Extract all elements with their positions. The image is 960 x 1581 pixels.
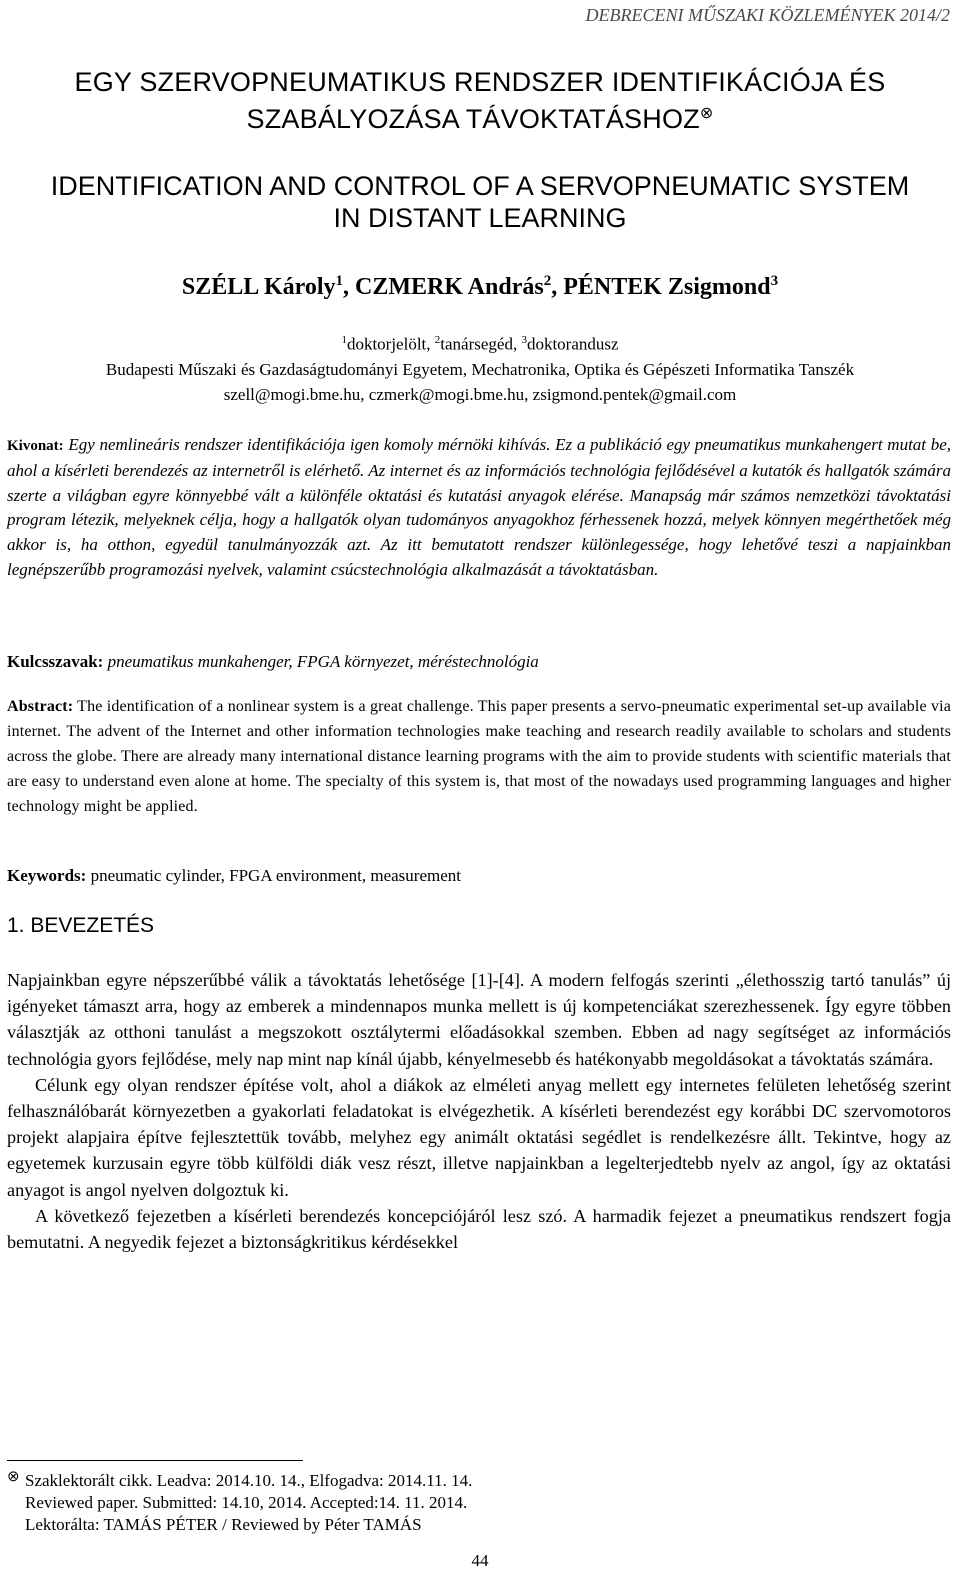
title-hungarian bbox=[0, 66, 960, 135]
keywords-hu-label: Kulcsszavak: bbox=[7, 652, 104, 671]
keywords-hungarian bbox=[7, 650, 951, 674]
keywords-english bbox=[7, 864, 951, 888]
abstract-english bbox=[7, 695, 951, 820]
abstract-hungarian bbox=[7, 433, 951, 583]
author-sup: 2 bbox=[543, 273, 552, 289]
affiliation-block bbox=[0, 328, 960, 407]
abstract-en-label: Abstract: bbox=[7, 698, 74, 715]
institution: Budapesti Műszaki és Gazdaságtudományi Egyetem, Mechatronika, Optika és Gépészeti Informatika Tanszék bbox=[105, 359, 855, 379]
author-roles bbox=[0, 328, 960, 357]
author-sup: 1 bbox=[335, 273, 343, 289]
footnote-symbol-icon: ⊗ bbox=[7, 1469, 20, 1485]
title-hu-line2 bbox=[0, 98, 960, 135]
title-en-line1: IDENTIFICATION AND CONTROL OF A SERVOPNEUMATIC SYSTEM bbox=[50, 171, 910, 201]
paragraph: A következő fejezetben a kísérleti berendezés koncepciójáról lesz szó. A harmadik fejezet a pneumatikus rendszert fogja bemutatni. A negyedik fejezet a biztonságkritikus kérdésekkel bbox=[7, 1205, 951, 1253]
footnote-line: Reviewed paper. Submitted: 14.10, 2014. Accepted:14. 11. 2014. bbox=[25, 1493, 468, 1512]
paragraph: Napjainkban egyre népszerűbbé válik a távoktatás lehetősége [1]-[4]. A modern felfogás szerinti „élethosszig tartó tanulás” új igényeket támaszt arra, hogy az emberek a mindennapos munka mellett is új kompetenciákat szerezhessenek. Így egyre többen választják az otthoni tanulást a megszokott osztálytermi előadásokkal szemben. Ebben ad nagy segítséget az információs technológia gyors fejlődése, mely nap mint nap kínál újabb, kényelmesebb és hatékonyabb megoldásokat a távoktatás számára. bbox=[7, 970, 951, 1069]
title-english bbox=[0, 170, 960, 234]
author-name: CZMERK András bbox=[355, 274, 544, 300]
footnote-text: Szaklektorált cikk. Leadva: 2014.10. 14., Elfogadva: 2014.11. 14. bbox=[25, 1471, 473, 1490]
journal-header: DEBRECENI MŰSZAKI KÖZLEMÉNYEK 2014/2 bbox=[585, 5, 950, 25]
keywords-en-text: pneumatic cylinder, FPGA environment, measurement bbox=[86, 866, 461, 885]
footnote-mark-icon: ⊗ bbox=[699, 105, 714, 122]
author-sup: 3 bbox=[770, 273, 779, 289]
keywords-en-label: Keywords: bbox=[7, 866, 87, 885]
footnote-line: Lektorálta: TAMÁS PÉTER / Reviewed by Péter TAMÁS bbox=[25, 1515, 422, 1534]
role-sup: 3 bbox=[521, 334, 527, 346]
footnote bbox=[7, 1470, 472, 1536]
paragraph: Célunk egy olyan rendszer építése volt, ahol a diákok az elméleti anyag mellett egy internetes felületen lehetőség szerint felhasználóbarát környezetben a gyakorlati feladatokat is elvégezhetik. A kísérleti berendezést egy korábbi DC szervomotoros projekt alapjaira építve fejlesztettük tovább, melyhez egy animált oktatási segédlet is rendelkezésre állt. Tekintve, hogy az egyetemek kurzusain egyre több külföldi diák vesz részt, illetve napjainkban a legelterjedtebb nyelv az angol, így az oktatási anyagot is angol nyelven dolgoztuk ki. bbox=[7, 1074, 951, 1200]
author-name: SZÉLL Károly bbox=[181, 274, 336, 300]
abstract-en-text: The identification of a nonlinear system is a great challenge. This paper presents a servo-pneumatic experimental set-up available via internet. The advent of the Internet and other information technologies make teaching and research readily available to scholars and students across the globe. There are already many international distance learning programs with the aim to provide students with scientific materials that are easy to understand even alone at home. The specialty of this system is, that most of the nowadays used programming languages and higher technology might be applied. bbox=[7, 698, 951, 815]
keywords-hu-text: pneumatikus munkahenger, FPGA környezet, méréstechnológia bbox=[103, 652, 539, 671]
role-text: tanársegéd, bbox=[440, 334, 522, 354]
role-text: doktorandusz bbox=[526, 334, 619, 354]
footnote-divider bbox=[7, 1460, 303, 1461]
author-list: SZÉLL Károly$^1$, CZMERK András$^2$, PÉNTEK Zsigmond$^3$ bbox=[181, 273, 779, 300]
footnote-line bbox=[7, 1470, 472, 1492]
author-name: PÉNTEK Zsigmond bbox=[563, 274, 771, 300]
title-en-line2: IN DISTANT LEARNING bbox=[333, 203, 627, 233]
abstract-hu-label: Kivonat: bbox=[7, 438, 64, 454]
abstract-hu-text: Egy nemlineáris rendszer identifikációja igen komoly mérnöki kihívás. Ez a publikáció egy pneumatikus munkahengert mutat be, ahol a kísérleti berendezés az internetről is elérhető. Az internet és az információs technológia fejlődésével a kutatók és hallgatók számára szerte a világban egyre könnyebbé vált a különféle oktatási és kutatási anyagok elérése. Manapság már számos nemzetközi távoktatási program létezik, melyeknek célja, hogy a hallgatók olyan tudományos anyagokhoz férhessenek hozzá, melyek könnyen megérthetőek még akkor is, ha otthon, egyedül tanulmányozzák azt. Az itt bemutatott rendszer különlegessége, hogy lehetővé teszi a napjainkban legnépszerűbb programozási nyelvek, valamint csúcstechnológia alkalmazását a távoktatásban. bbox=[7, 435, 951, 579]
role-sup: 1 bbox=[341, 334, 347, 346]
title-hu-line2-text: SZABÁLYOZÁSA TÁVOKTATÁSHOZ bbox=[246, 104, 700, 134]
title-hu-line1: EGY SZERVOPNEUMATIKUS RENDSZER IDENTIFIKÁCIÓJA ÉS bbox=[74, 67, 886, 97]
page-number: 44 bbox=[471, 1551, 489, 1570]
author-emails[interactable]: szell@mogi.bme.hu, czmerk@mogi.bme.hu, zsigmond.pentek@gmail.com bbox=[223, 384, 737, 404]
section-heading: 1. BEVEZETÉS bbox=[7, 914, 155, 937]
role-text: doktorjelölt, bbox=[346, 334, 435, 354]
body-text bbox=[7, 967, 951, 1255]
role-sup: 2 bbox=[434, 334, 441, 346]
